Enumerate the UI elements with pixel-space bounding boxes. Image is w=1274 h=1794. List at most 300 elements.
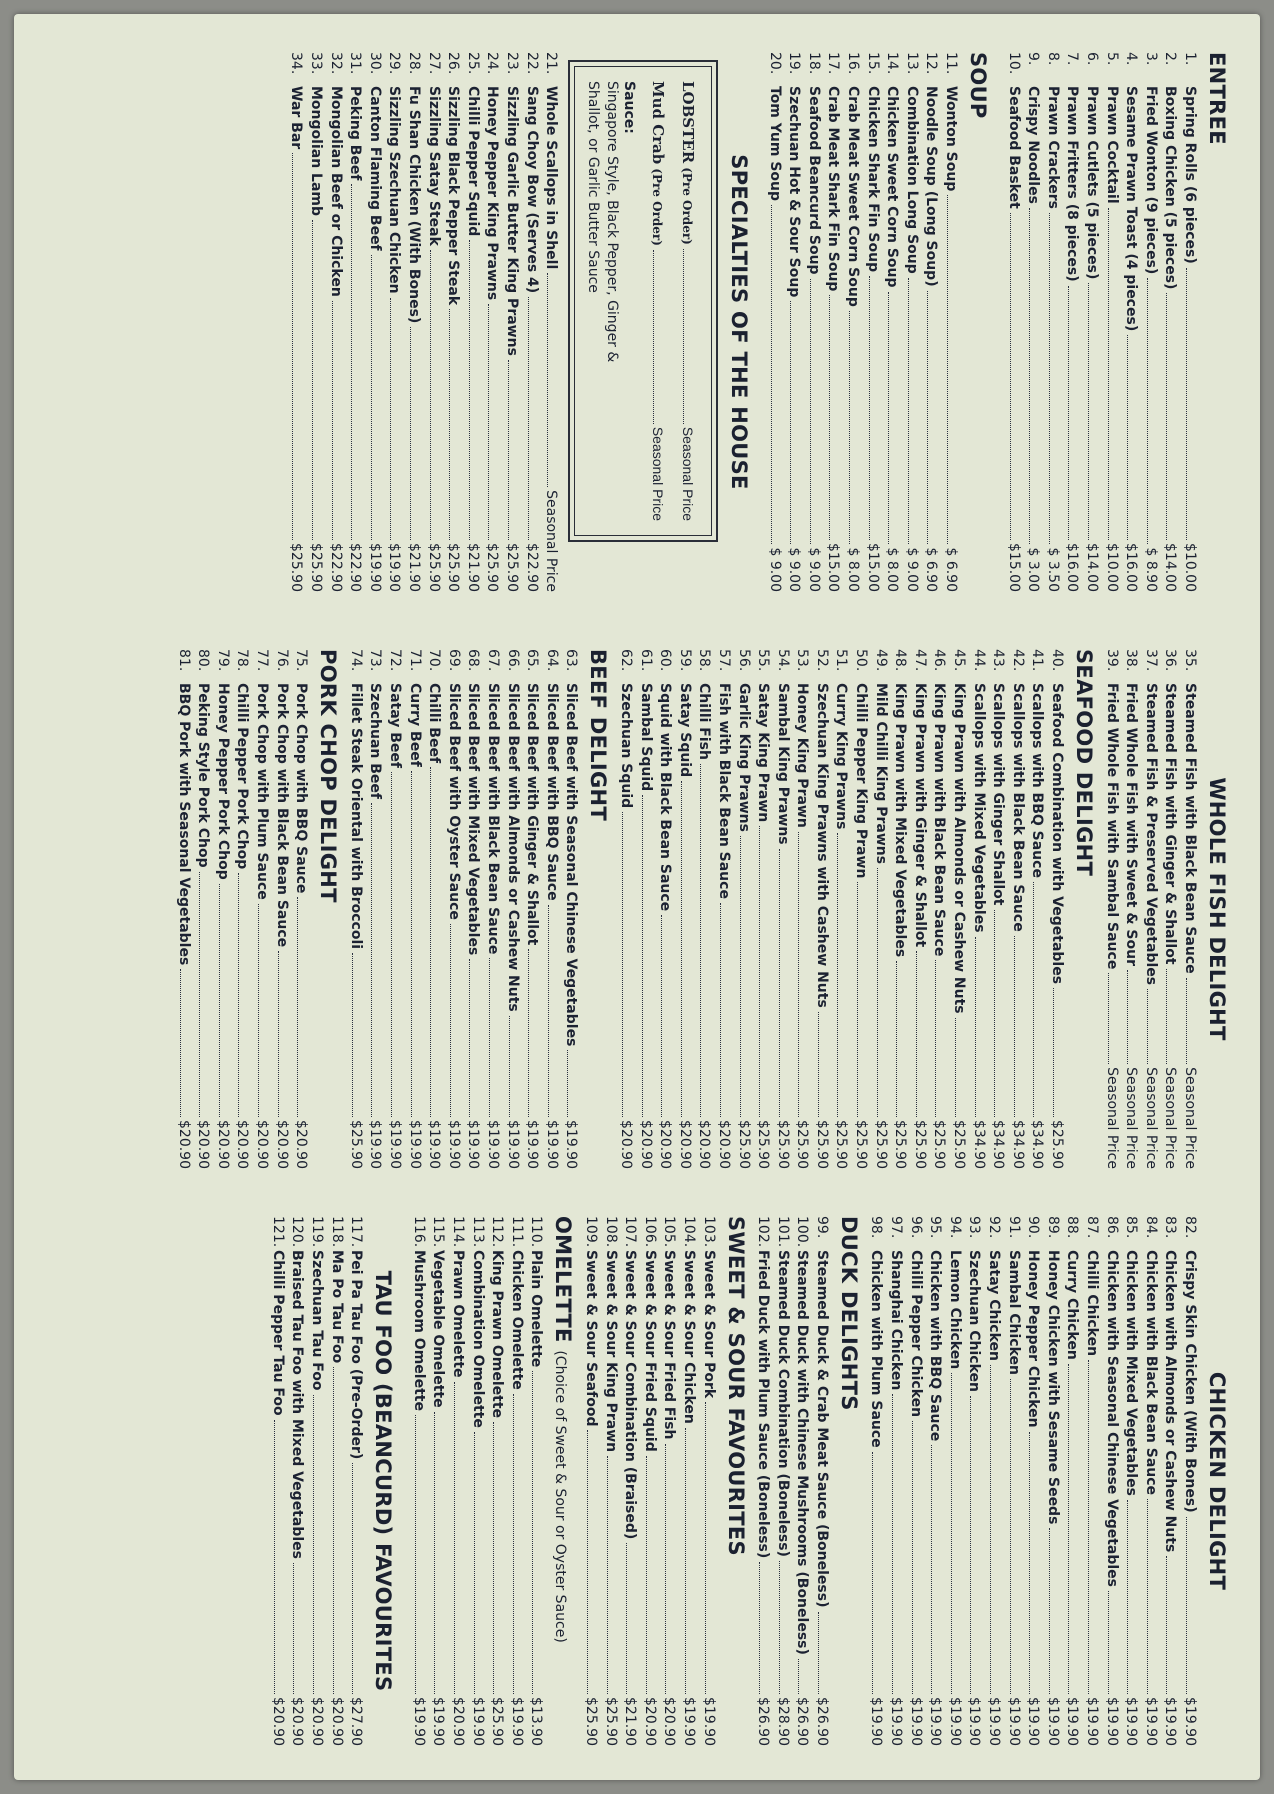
menu-item-row [271,649,291,1169]
item-price: $34.90 [1009,1120,1026,1169]
item-price: $26.90 [755,1697,772,1746]
item-number: 14. [884,52,901,75]
item-name: Chicken with BBQ Sauce [927,1250,944,1442]
menu-item-row [983,1216,1003,1746]
item-number: 22. [523,52,540,75]
item-price: $19.90 [1182,1697,1198,1746]
item-price: $20.90 [661,1697,678,1746]
item-number: 37. [1142,649,1159,672]
menu-item-row [463,649,483,1169]
menu-item-row [345,52,365,592]
item-number: 68. [465,649,482,672]
item-price: $21.90 [464,543,481,592]
dot-leader [720,903,721,1117]
dot-leader [1127,970,1128,1064]
menu-item-row [325,52,345,592]
menu-item-row [655,649,675,1169]
item-price: $25.90 [288,543,305,592]
dot-leader [1088,283,1089,540]
item-price: $34.90 [990,1120,1007,1169]
item-name: Sizzling Satay Steak [425,86,442,246]
dot-leader [975,937,976,1117]
item-price: $25.90 [931,1120,948,1169]
item-name: Fillet Steak Oriental with Broccoli [347,683,364,950]
dot-leader [493,1422,494,1694]
omelette-title: OMELETTE [551,1216,576,1343]
menu-item-row [792,649,812,1169]
item-name: Szechuan Beef [367,683,384,799]
item-name: Sliced Beef with Black Bean Sauce [485,683,501,955]
item-price: $ 8.00 [884,547,901,592]
item-name: Prawn Cutlets (5 pieces) [1084,86,1101,280]
menu-item-row [988,649,1008,1169]
menu-item-row [925,1216,945,1746]
item-name: Sliced Beef with Almonds or Cashew Nuts [504,683,521,1012]
menu-item-row [443,52,463,592]
item-number: 9. [1025,52,1042,66]
item-name: Chilli Fish [696,683,713,760]
dot-leader [1010,1379,1011,1694]
menu-item-row [882,52,902,592]
item-name: Boxing Chicken (5 pieces) [1162,86,1179,290]
dot-leader [626,1543,627,1694]
menu-item-row [1007,649,1027,1169]
item-number: 70. [426,649,443,672]
item-price: $25.90 [347,1120,364,1169]
item-price: $19.90 [524,1120,541,1169]
menu-item-row [447,1216,467,1746]
item-number: 34. [288,52,305,75]
menu-item-row [345,649,365,1169]
item-name: Sliced Beef with Ginger & Shallot [524,683,541,946]
item-price: $34.90 [1029,1120,1046,1169]
item-number: 103. [700,1216,717,1248]
menu-item-row [674,649,694,1169]
menu-item-row [482,52,502,592]
item-price: $25.90 [951,1120,968,1169]
item-price: $25.90 [1049,1120,1066,1169]
dot-leader [258,904,259,1117]
item-price: $20.90 [450,1697,466,1746]
item-number: 116. [410,1216,427,1248]
item-price: $19.90 [680,1697,697,1746]
item-number: 88. [1064,1216,1081,1239]
item-price: $19.90 [504,1120,521,1169]
menu-item-row [1023,1216,1043,1746]
item-name: Noodle Soup (Long Soup) [923,86,940,287]
item-price: $19.90 [430,1697,447,1746]
item-price: $19.90 [387,1120,404,1169]
menu-item-row [384,52,404,592]
menu-item-row [713,649,733,1169]
item-name: Lemon Chicken [946,1250,963,1370]
item-price: $14.00 [1084,543,1101,592]
item-number: 113. [469,1216,486,1248]
item-number: 101. [774,1216,791,1248]
item-price: $20.90 [175,1120,192,1169]
dot-leader [779,849,780,1117]
lobster-name: LOBSTER [679,81,698,164]
soup-list [764,52,960,592]
item-price: $20.90 [234,1120,251,1169]
item-number: 49. [872,649,889,672]
item-price: $25.90 [489,1697,506,1746]
item-price: $ 9.00 [805,547,822,592]
item-number: 102. [755,1216,772,1248]
item-name: Steamed Duck & Crab Meat Sauce (Boneless) [813,1250,830,1608]
item-price: $ 8.90 [1142,547,1159,592]
item-number: 10. [1005,52,1022,75]
item-number: 85. [1123,1216,1140,1239]
item-name: Sliced Beef with Oyster Sauce [445,683,462,920]
dot-leader [931,1445,932,1694]
dot-leader [1147,1499,1148,1694]
item-number: 67. [485,649,501,672]
menu-item-row [1101,52,1121,592]
menu-item-row [1081,1216,1101,1746]
item-number: 112. [489,1216,506,1248]
item-number: 26. [445,52,462,75]
section-title-chicken: CHICKEN DELIGHT [1205,1371,1229,1591]
item-price: $25.90 [892,1120,909,1169]
item-number: 95. [927,1216,944,1239]
section-title-entree: ENTREE [1205,52,1229,145]
item-name: BBQ Pork with Seasonal Vegetables [175,683,192,966]
item-number: 8. [1044,52,1061,66]
item-price: $22.90 [327,543,344,592]
item-name: Seafood Basket [1005,86,1022,209]
item-name: Chilli Pepper King Prawn [853,683,870,879]
menu-item-row [1140,649,1160,1169]
item-number: 60. [657,649,674,672]
item-name: Chilli Pepper Chicken [907,1250,924,1418]
dot-leader [1127,1500,1128,1694]
item-number: 66. [504,649,521,672]
lobster-price: Seasonal Price [680,426,697,521]
item-name: Vegetable Omelette [430,1250,447,1408]
item-name: Sizzling Szechuan Chicken [386,86,403,294]
item-price: $20.90 [641,1697,658,1746]
dot-leader [1186,268,1187,540]
menu-item-row [948,649,968,1169]
item-price: $15.00 [864,543,881,592]
item-price: $25.90 [484,543,501,592]
mud-crab-row [643,81,673,521]
item-price: $14.00 [1162,543,1179,592]
menu-item-row [772,649,792,1169]
item-price: $26.90 [794,1697,811,1746]
dot-leader [1068,1364,1069,1694]
menu-item-row [1046,649,1066,1169]
dot-leader [798,1659,799,1694]
item-price: $19.90 [1123,1697,1140,1746]
dot-leader [700,764,701,1117]
item-name: Curry Chicken [1064,1250,1081,1360]
item-name: Seafood Beancurd Soup [805,86,822,275]
dot-leader [352,953,353,1117]
item-number: 19. [786,52,803,75]
item-price: Seasonal Price [1123,1067,1140,1169]
menu-item-row [482,649,502,1169]
item-number: 35. [1182,649,1198,672]
item-number: 76. [273,649,290,672]
item-name: Fried Whole Fish with Sambal Sauce [1103,683,1120,970]
section-title-pork: PORK CHOP DELIGHT [316,649,341,903]
dot-leader [449,309,450,540]
item-price: $19.90 [868,1697,885,1746]
dot-leader [646,1456,647,1694]
menu-item-row [635,649,655,1169]
item-number: 7. [1064,52,1081,66]
item-price: $25.90 [774,1120,791,1169]
item-name: King Prawn with Black Bean Sauce [931,683,948,957]
item-name: Scallops with BBQ Sauce [1029,683,1046,878]
item-number: 45. [951,649,968,672]
item-number: 48. [892,649,909,672]
item-name: Fried Duck with Plum Sauce (Boneless) [755,1250,772,1559]
menu-item-row [784,52,804,592]
menu-item-row [1121,649,1141,1169]
menu-item-row [506,1216,526,1746]
item-number: 23. [503,52,520,75]
item-price: $19.90 [469,1697,486,1746]
item-price: $25.90 [308,543,324,592]
section-title-omelette [550,1216,576,1746]
menu-item-row [291,649,311,1169]
dot-leader [293,1563,294,1694]
item-price: $25.90 [425,543,442,592]
item-number: 118. [328,1216,345,1248]
menu-item-row [193,649,213,1169]
item-name: Fried Whole Fish with Sweet & Sour [1123,683,1140,966]
dot-leader [740,836,741,1117]
item-number: 41. [1029,649,1046,672]
item-number: 69. [445,649,462,672]
item-price: $19.90 [1162,1697,1179,1746]
item-name: Chicken Sweet Corn Soup [884,86,901,288]
menu-item-row [964,1216,984,1746]
dot-leader [587,1430,588,1694]
dot-leader [1108,208,1109,540]
item-name: Sweet & Sour Pork [700,1250,717,1399]
item-number: 2. [1162,52,1179,66]
dot-leader [1166,969,1167,1065]
item-number: 12. [923,52,940,75]
item-price: $25.90 [582,1697,599,1746]
menu-item-row [1160,649,1180,1169]
item-price: $19.90 [927,1697,944,1746]
item-name: King Prawn with Ginger & Shallot [911,683,928,948]
item-name: Combination Omelette [469,1250,486,1428]
item-price: $ 9.00 [903,547,920,592]
menu-item-row [212,649,232,1169]
item-price: $25.90 [853,1120,870,1169]
item-price: $20.90 [696,1120,713,1169]
mud-crab-name: Mud Crab [649,81,668,165]
dot-leader [278,951,279,1117]
dot-leader [430,250,431,540]
dot-leader [935,960,936,1117]
dot-leader [415,1415,416,1694]
item-name: Sliced Beef with Seasonal Chinese Vegetables [563,683,580,1047]
item-price: $19.90 [366,543,383,592]
entree-list [1003,52,1199,592]
menu-item-row [1121,52,1141,592]
item-price: $ 3.50 [1044,547,1061,592]
dot-leader [665,1444,666,1694]
item-price: $19.90 [406,1120,423,1169]
item-number: 33. [308,52,324,75]
item-number: 31. [347,52,364,75]
item-name: Szechuan Hot & Sour Soup [786,86,803,298]
item-number: 89. [1044,1216,1061,1239]
item-number: 63. [563,649,580,672]
item-number: 111. [508,1216,525,1248]
item-price: $19.90 [1142,1697,1159,1746]
menu-item-row [287,1216,307,1746]
item-price: $19.90 [367,1120,384,1169]
dot-leader [333,1367,334,1694]
dot-leader [888,292,889,545]
item-price: $34.90 [970,1120,987,1169]
item-name: Prawn Omelette [450,1250,466,1378]
menu-item-row [424,649,444,1169]
item-number: 104. [680,1216,697,1248]
item-number: 61. [637,649,654,672]
item-number: 110. [528,1216,545,1248]
item-name: Curry Beef [406,683,423,767]
menu-item-row [522,649,542,1169]
dot-leader [892,1394,893,1694]
item-number: 97. [888,1216,905,1239]
item-name: Mild Chilli King Prawns [872,683,889,865]
item-name: Fried Wonton (9 pieces) [1142,86,1159,275]
item-number: 13. [903,52,920,75]
dot-leader [681,781,682,1117]
lobster-note: (Pre Order) [680,167,695,245]
item-number: 64. [543,649,560,672]
item-name: Chilli Beef [426,683,443,764]
item-name: Crispy Noodles [1025,86,1042,204]
dot-leader [1014,936,1015,1117]
dot-leader [759,1562,760,1694]
section-title-seafood: SEAFOOD DELIGHT [1072,649,1097,877]
menu-item-row [1140,1216,1160,1746]
item-name: Sizzling Black Pepper Steak [445,86,462,306]
item-number: 90. [1025,1216,1042,1239]
item-number: 62. [617,649,634,672]
item-name: Ma Po Tau Foo [328,1250,345,1364]
item-price: $20.90 [269,1697,286,1746]
item-number: 91. [1005,1216,1022,1239]
menu-item-row [792,1216,812,1746]
item-price: $25.90 [735,1120,752,1169]
item-number: 18. [805,52,822,75]
chicken-list [866,1216,1199,1746]
item-name: Chicken with Seasonal Chinese Vegetables [1103,1250,1120,1588]
item-number: 39. [1103,649,1120,672]
menu-item-row [600,1216,620,1746]
menu-item-row [862,52,882,592]
menu-item-row [502,649,522,1169]
menu-item-row [968,649,988,1169]
item-number: 80. [195,649,212,672]
menu-item-row [1160,52,1180,592]
item-price: $20.90 [309,1697,326,1746]
item-name: Canton Flaming Beef [366,86,383,251]
item-number: 17. [825,52,842,75]
item-price: $19.90 [700,1697,717,1746]
dot-leader [199,872,200,1117]
item-price: $ 9.00 [786,547,803,592]
item-number: 108. [602,1216,619,1248]
item-price: $16.00 [1123,543,1140,592]
menu-item-row [1179,52,1199,592]
item-number: 71. [406,649,423,672]
dot-leader [528,297,529,540]
item-number: 5. [1103,52,1120,66]
item-number: 105. [661,1216,678,1248]
item-name: Chicken with Black Bean Sauce [1142,1250,1159,1496]
item-price: Seasonal Price [1182,1067,1198,1169]
menu-item-row [443,649,463,1169]
menu-item-row [678,1216,698,1746]
item-price: $19.90 [465,1120,482,1169]
dot-leader [1108,973,1109,1064]
dot-leader [1049,1528,1050,1694]
dot-leader [332,301,333,540]
menu-item-row [286,52,306,592]
item-name: Pork Chop with Plum Sauce [254,683,271,900]
menu-item-row [659,1216,679,1746]
item-number: 42. [1009,649,1026,672]
item-price: $ 9.00 [766,547,783,592]
item-name: Sweet & Sour Chicken [680,1250,697,1424]
item-name: Szechuan Squid [617,683,634,809]
item-name: Szechuan King Prawns with Cashew Nuts [813,683,830,1008]
dot-leader [180,969,181,1117]
dot-leader [955,1018,956,1117]
item-price: $19.90 [1025,1697,1042,1746]
item-name: Garlic King Prawns [735,683,752,832]
item-name: Plain Omelette [528,1250,545,1368]
dot-leader [313,1395,314,1694]
item-number: 109. [582,1216,599,1248]
item-price: $20.90 [254,1120,271,1169]
item-number: 94. [946,1216,963,1239]
dot-leader [1147,989,1148,1064]
dot-leader [454,1382,455,1694]
item-name: Scallops with Ginger Shallot [990,683,1007,906]
item-name: Mongolian Beef or Chicken [327,86,344,297]
item-number: 15. [864,52,881,75]
menu-item-row [639,1216,659,1746]
item-price: $22.90 [347,543,364,592]
item-number: 53. [794,649,811,672]
item-number: 59. [676,649,693,672]
item-price: Seasonal Price [1142,1067,1159,1169]
item-number: 115. [430,1216,447,1248]
dot-leader [528,949,529,1117]
item-name: Szechuan Chicken [966,1250,983,1392]
menu-item-row [811,1216,831,1746]
item-name: Fish with Black Bean Sauce [715,683,732,899]
dot-leader [238,873,239,1117]
menu-item-row [940,52,960,592]
menu-item-row [772,1216,792,1746]
section-title-sweet-sour: SWEET & SOUR FAVOURITES [723,1216,748,1556]
item-price: $16.00 [1064,543,1081,592]
